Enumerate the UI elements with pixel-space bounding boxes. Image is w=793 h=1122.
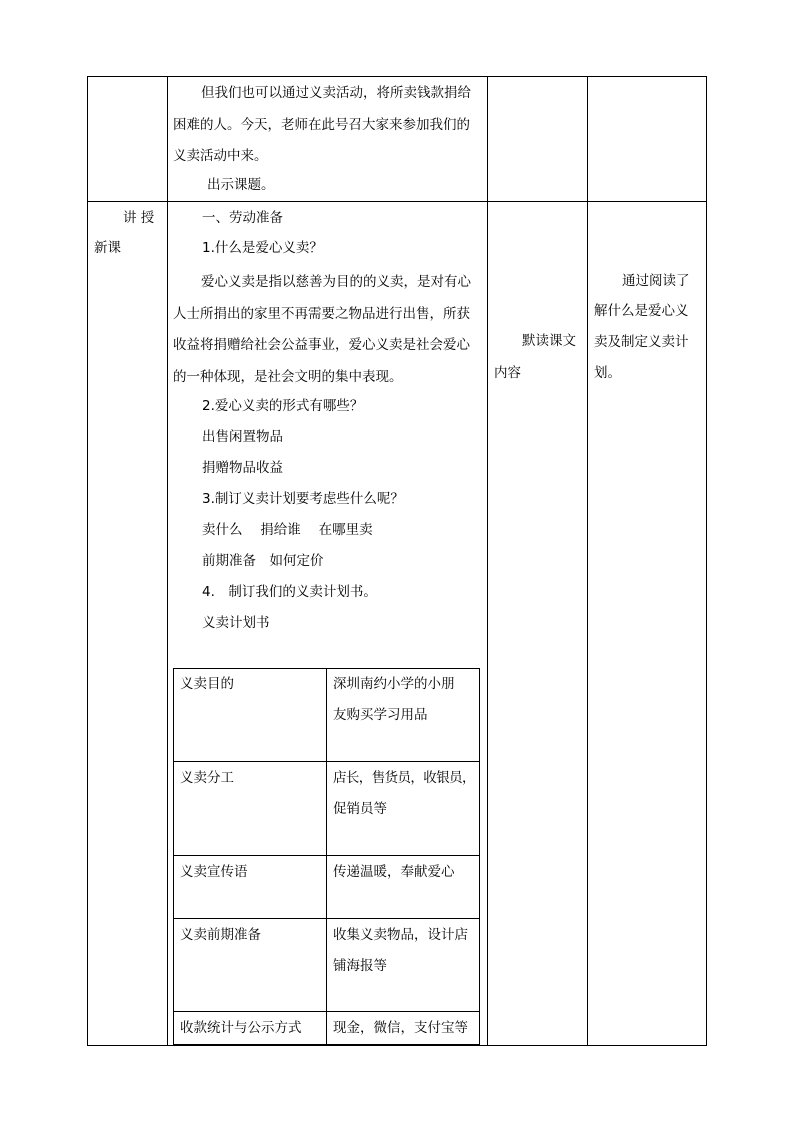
question-2: 2.爱心义卖的形式有哪些？ bbox=[202, 398, 364, 414]
plan-row-label: 义卖目的 bbox=[180, 676, 234, 692]
plan-row-value bbox=[333, 1013, 479, 1044]
answer-2-item: 捐赠物品收益 bbox=[202, 460, 283, 476]
plan-row-value bbox=[333, 669, 479, 731]
answer-line: 的一种体现，是社会文明的集中表现。 bbox=[173, 368, 403, 385]
plan-row-value bbox=[333, 920, 479, 982]
plan-table-border bbox=[479, 668, 480, 1045]
plan-table-border bbox=[173, 668, 174, 1045]
question-1: 1.什么是爱心义卖？ bbox=[202, 240, 323, 256]
intro-line: 义卖活动中来。 bbox=[173, 148, 268, 164]
answer-3-line: 前期准备 如何定价 bbox=[202, 553, 324, 569]
design-intent-line: 划。 bbox=[594, 365, 621, 381]
plan-value-line: 传递温暖，奉献爱心 bbox=[333, 864, 455, 880]
table-left-border bbox=[87, 76, 88, 1046]
plan-row-label: 义卖前期准备 bbox=[180, 927, 261, 943]
plan-row-label: 义卖宣传语 bbox=[180, 864, 248, 880]
intro-line: 但我们也可以通过义卖活动，将所卖钱款捐给 bbox=[201, 85, 471, 101]
table-top-border bbox=[87, 76, 707, 77]
plan-value-line: 深圳南约小学的小朋 bbox=[333, 676, 455, 692]
answer-line: 爱心义卖是指以慈善为目的的义卖，是对有心 bbox=[201, 274, 471, 290]
row-divider bbox=[87, 201, 707, 202]
answer-2-item: 出售闲置物品 bbox=[202, 429, 283, 445]
plan-value-line: 铺海报等 bbox=[333, 958, 387, 974]
plan-value-line: 店长，售货员，收银员， bbox=[333, 770, 475, 786]
answer-3-line: 卖什么 捐给谁 在哪里卖 bbox=[202, 522, 373, 538]
plan-row-label: 收款统计与公示方式 bbox=[180, 1020, 302, 1036]
plan-row-value bbox=[333, 763, 479, 825]
plan-value-line: 友购买学习用品 bbox=[333, 707, 428, 723]
answer-1-paragraph bbox=[173, 267, 485, 393]
plan-value-line: 促销员等 bbox=[333, 801, 387, 817]
stage-label: 新课 bbox=[94, 240, 121, 256]
plan-table-border bbox=[326, 668, 327, 1045]
plan-row-label: 义卖分工 bbox=[180, 770, 234, 786]
design-intent-line: 解什么是爱心义 bbox=[594, 303, 689, 319]
plan-table bbox=[173, 668, 480, 1046]
intro-line: 困难的人。今天，老师在此号召大家来参加我们的 bbox=[173, 116, 470, 133]
show-title-text: 出示课题。 bbox=[207, 177, 275, 193]
column-divider-2 bbox=[487, 76, 488, 1046]
section-heading: 一、劳动准备 bbox=[202, 210, 283, 226]
plan-row-value bbox=[333, 857, 479, 888]
lesson-table bbox=[87, 76, 707, 1046]
intro-paragraph bbox=[173, 78, 485, 173]
stage-label: 讲 授 bbox=[123, 210, 155, 226]
plan-value-line: 收集义卖物品，设计店 bbox=[333, 927, 468, 943]
column-divider-1 bbox=[167, 76, 168, 1046]
student-activity: 默读课文 bbox=[522, 333, 576, 349]
table-right-border bbox=[706, 76, 707, 1046]
design-intent-line: 卖及制定义卖计 bbox=[594, 334, 689, 350]
design-intent-line: 通过阅读了 bbox=[622, 273, 690, 289]
question-3: 3.制订义卖计划要考虑些什么呢？ bbox=[202, 491, 404, 507]
question-4: 4. 制订我们的义卖计划书。 bbox=[202, 584, 377, 600]
column-divider-3 bbox=[587, 76, 588, 1046]
answer-line: 人士所捐出的家里不再需要之物品进行出售，所获 bbox=[173, 305, 470, 322]
plan-value-line: 现金，微信，支付宝等 bbox=[333, 1020, 468, 1036]
plan-title: 义卖计划书 bbox=[202, 615, 270, 631]
answer-line: 收益将捐赠给社会公益事业，爱心义卖是社会爱心 bbox=[173, 337, 470, 353]
student-activity: 内容 bbox=[494, 365, 521, 381]
